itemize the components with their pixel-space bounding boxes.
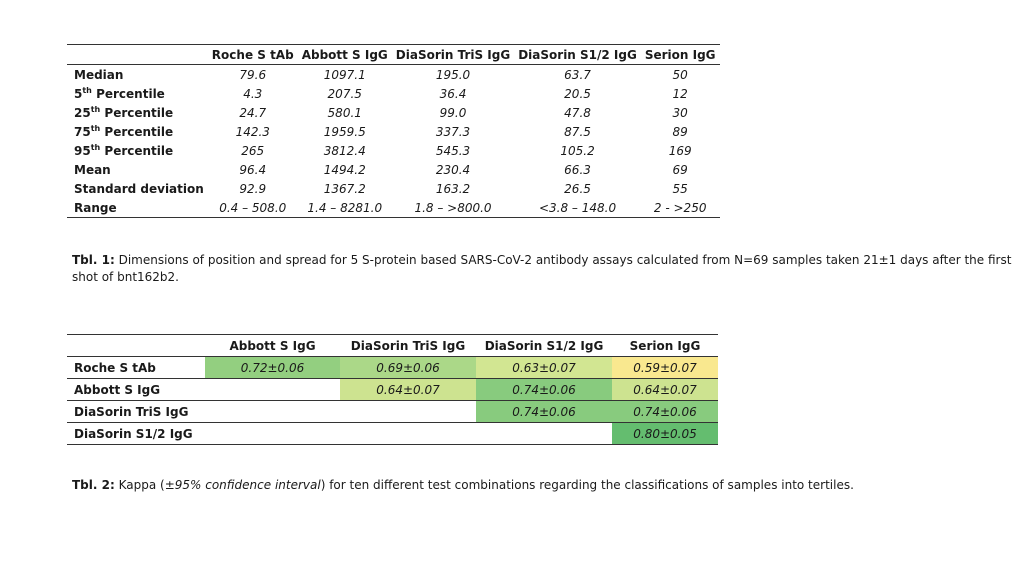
row-label-text: Percentile — [91, 87, 165, 101]
header-cell: DiaSorin TriS IgG — [395, 47, 511, 62]
row-label: Roche S tAb — [74, 360, 156, 375]
statistics-header-row — [67, 45, 720, 65]
table-cell: 92.9 — [239, 181, 267, 196]
table-row — [67, 357, 718, 379]
kappa-cell: 0.64±0.07 — [612, 379, 718, 401]
empty-cell — [340, 401, 476, 423]
row-label-text: Percentile — [100, 106, 174, 120]
header-cell: DiaSorin S1/2 IgG — [518, 47, 637, 62]
row-label — [67, 65, 208, 85]
table-cell: 4.3 — [243, 86, 263, 101]
empty-cell — [205, 379, 340, 401]
header-cell: Abbott S IgG — [301, 47, 388, 62]
row-label-text: 5 — [74, 87, 83, 101]
row-label-text: 75 — [74, 125, 91, 139]
row-label — [67, 84, 208, 103]
table-cell: 105.2 — [560, 143, 595, 158]
header-cell: Serion IgG — [629, 338, 701, 353]
table-cell: 96.4 — [239, 162, 267, 177]
table-row — [67, 379, 718, 401]
row-label-superscript: th — [90, 143, 101, 152]
table-cell: 545.3 — [435, 143, 471, 158]
table-cell: 3812.4 — [323, 143, 366, 158]
kappa-table — [67, 334, 718, 445]
table-cell: 24.7 — [239, 105, 267, 120]
row-label-superscript: th — [82, 86, 92, 95]
row-label: DiaSorin TriS IgG — [74, 404, 189, 419]
table-cell: 163.2 — [435, 181, 471, 196]
kappa-cell: 0.72±0.06 — [205, 357, 340, 379]
header-cell: Roche S tAb — [211, 47, 294, 62]
table-cell: 1959.5 — [323, 124, 366, 139]
table-row — [67, 141, 720, 160]
row-label — [67, 141, 208, 160]
kappa-cell: 0.63±0.07 — [476, 357, 612, 379]
table-cell: 12 — [672, 86, 688, 101]
kappa-header-row — [67, 335, 718, 357]
row-label — [67, 103, 208, 122]
table-cell: 30 — [672, 105, 688, 120]
table-cell: 2 - >250 — [653, 200, 707, 215]
table-row — [67, 179, 720, 198]
row-label-text: Percentile — [100, 125, 174, 139]
caption-text: Kappa ( — [114, 478, 165, 492]
table1-caption — [72, 252, 1012, 286]
table-cell: 79.6 — [239, 67, 267, 82]
kappa-cell: 0.69±0.06 — [340, 357, 476, 379]
table-cell: 47.8 — [564, 105, 591, 120]
table-row — [67, 198, 720, 218]
header-cell — [67, 45, 208, 65]
row-label — [67, 198, 208, 218]
table-cell: 87.5 — [564, 124, 591, 139]
table-cell: 142.3 — [235, 124, 270, 139]
empty-cell — [205, 423, 340, 445]
table-cell: 55 — [672, 181, 688, 196]
row-label-superscript: th — [90, 124, 101, 133]
table-cell: 89 — [672, 124, 688, 139]
header-cell — [67, 335, 205, 357]
caption-text: ) for ten different test combinations regarding the classifications of samples into tertiles. — [320, 478, 854, 492]
table-cell: 69 — [672, 162, 688, 177]
row-label — [67, 160, 208, 179]
row-label-text: Median — [74, 67, 124, 82]
row-label-superscript: th — [90, 105, 101, 114]
header-cell: DiaSorin TriS IgG — [350, 338, 466, 353]
caption-label: Tbl. 1: — [72, 253, 115, 267]
table-cell: 20.5 — [564, 86, 591, 101]
caption-italic-text: ±95% confidence interval — [164, 478, 321, 492]
table-cell: 195.0 — [435, 67, 471, 82]
kappa-cell: 0.59±0.07 — [612, 357, 718, 379]
row-label-text: 25 — [74, 106, 91, 120]
statistics-table — [67, 44, 720, 218]
empty-cell — [205, 401, 340, 423]
kappa-cell: 0.74±0.06 — [612, 401, 718, 423]
table-cell: 1.8 – >800.0 — [414, 200, 492, 215]
empty-cell — [340, 423, 476, 445]
table-cell: 207.5 — [327, 86, 362, 101]
table-cell: 1494.2 — [323, 162, 366, 177]
table-cell: <3.8 – 148.0 — [538, 200, 617, 215]
table-row — [67, 160, 720, 179]
table2-caption — [72, 477, 972, 494]
row-label: Abbott S IgG — [74, 382, 161, 397]
row-label: DiaSorin S1/2 IgG — [74, 426, 193, 441]
table-cell: 337.3 — [435, 124, 471, 139]
kappa-cell: 0.74±0.06 — [476, 379, 612, 401]
row-label-text: Mean — [74, 162, 111, 177]
header-cell: Serion IgG — [644, 47, 716, 62]
kappa-cell: 0.80±0.05 — [612, 423, 718, 445]
table-cell: 169 — [668, 143, 692, 158]
table-cell: 1097.1 — [323, 67, 366, 82]
table-row — [67, 122, 720, 141]
caption-text: Dimensions of position and spread for 5 S-protein based SARS-CoV-2 antibody assays calculated from N=69 samples taken 21±1 days after the first shot of bnt162b2. — [72, 253, 1012, 284]
table-cell: 1367.2 — [323, 181, 366, 196]
kappa-cell: 0.64±0.07 — [340, 379, 476, 401]
table-cell: 230.4 — [435, 162, 471, 177]
table-row — [67, 103, 720, 122]
table-row — [67, 84, 720, 103]
table-cell: 63.7 — [564, 67, 591, 82]
table-cell: 26.5 — [564, 181, 591, 196]
kappa-cell: 0.74±0.06 — [476, 401, 612, 423]
empty-cell — [476, 423, 612, 445]
table-row — [67, 423, 718, 445]
table-cell: 265 — [241, 143, 265, 158]
row-label — [67, 179, 208, 198]
table-cell: 36.4 — [439, 86, 467, 101]
caption-label: Tbl. 2: — [72, 478, 115, 492]
table-cell: 0.4 – 508.0 — [219, 200, 287, 215]
row-label — [67, 122, 208, 141]
row-label-text: Standard deviation — [74, 181, 204, 196]
header-cell: Abbott S IgG — [229, 338, 316, 353]
table-cell: 99.0 — [439, 105, 467, 120]
row-label-text: Range — [74, 200, 117, 215]
row-label-text: Percentile — [100, 144, 174, 158]
header-cell: DiaSorin S1/2 IgG — [484, 338, 604, 353]
table-row — [67, 65, 720, 85]
table-cell: 66.3 — [564, 162, 591, 177]
table-cell: 1.4 – 8281.0 — [307, 200, 383, 215]
row-label-text: 95 — [74, 144, 91, 158]
table-row — [67, 401, 718, 423]
table-cell: 580.1 — [327, 105, 362, 120]
table-cell: 50 — [672, 67, 688, 82]
